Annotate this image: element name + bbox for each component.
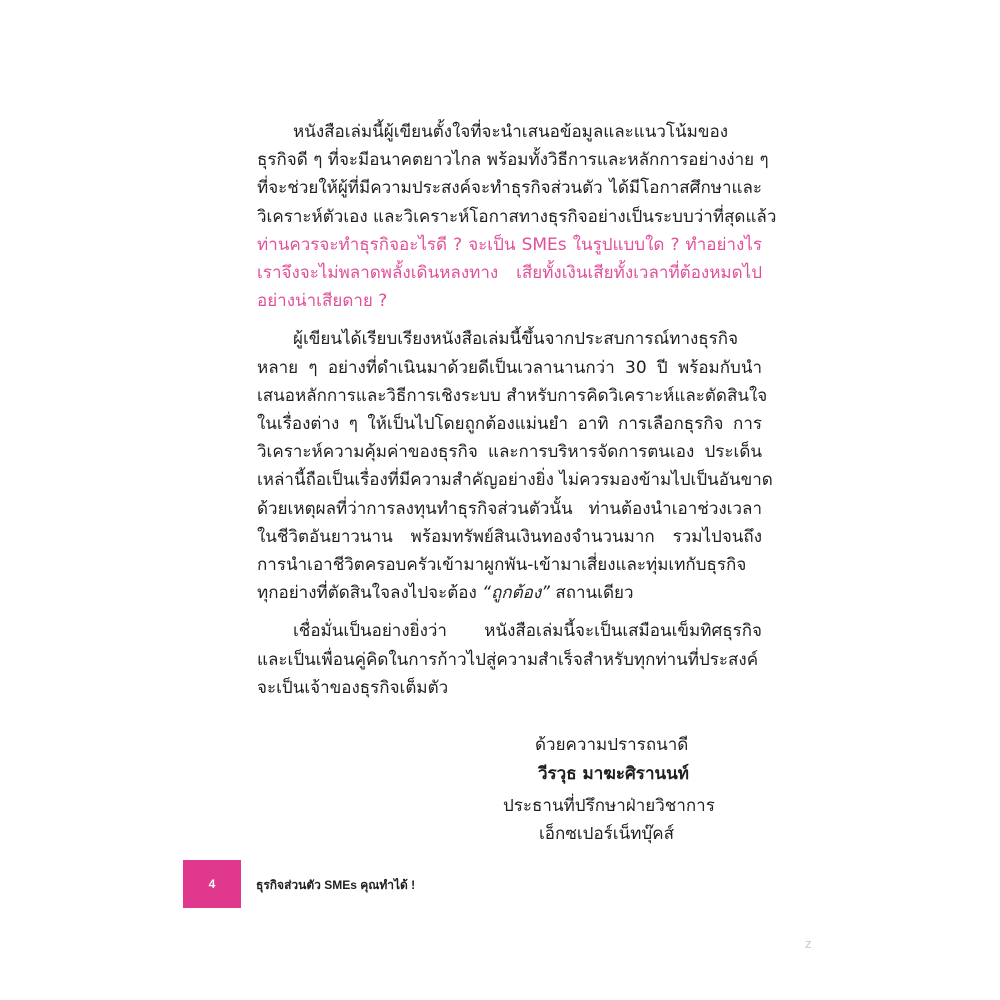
paragraph2-line: เหล่านี้ถือเป็นเรื่องที่มีความสำคัญอย่างยิ่ง ไม่ควรมองข้ามไปเป็นอันขาด [257,470,773,491]
paragraph3-line: เชื่อมั่นเป็นอย่างยิ่งว่า หนังสือเล่มนี้จะเป็นเสมือนเข็มทิศธุรกิจ [293,621,762,642]
author-organization: เอ็กซเปอร์เน็ทบุ๊คส์ [539,824,674,844]
paragraph-spacer [257,315,762,325]
last-line-after: สถานเดียว [549,583,634,604]
paragraph1-line: ที่จะช่วยให้ผู้ที่มีความประสงค์จะทำธุรกิจส่วนตัว ได้มีโอกาสศึกษาและ [257,178,762,199]
paragraph2-line: เสนอหลักการและวิธีการเชิงระบบ สำหรับการคิดวิเคราะห์และตัดสินใจ [257,385,768,406]
page-number: 4 [208,877,216,891]
last-line-before: ทุกอย่างที่ตัดสินใจลงไปจะต้อง [257,583,483,604]
corner-mark: z [805,936,812,951]
paragraph2-last-line [257,579,762,607]
page-number-block [183,860,241,908]
highlight-question-line: อย่างน่าเสียดาย ? [257,291,388,312]
paragraph2-line: ผู้เขียนได้เรียบเรียงหนังสือเล่มนี้ขึ้นจากประสบการณ์ทางธุรกิจ [293,329,739,350]
highlight-question-line: ท่านควรจะทำธุรกิจอะไรดี ? จะเป็น SMEs ในรูปแบบใด ? ทำอย่างไร [257,234,762,255]
paragraph3-line: และเป็นเพื่อนคู่คิดในการก้าวไปสู่ความสำเร็จสำหรับทุกท่านที่ประสงค์ [257,649,759,670]
paragraph2-line: การนำเอาชีวิตครอบครัวเข้ามาผูกพัน-เข้ามาเสี่ยงและทุ่มเทกับธุรกิจ [257,555,747,576]
paragraph2-line: ในเรื่องต่าง ๆ ให้เป็นไปโดยถูกต้องแม่นยำ อาทิ การเลือกธุรกิจ การ [257,414,762,435]
author-name: วีรวุธ มาฆะศิรานนท์ [538,764,689,784]
paragraph1-line: หนังสือเล่มนี้ผู้เขียนตั้งใจที่จะนำเสนอข้อมูลและแนวโน้มของ [293,122,729,142]
paragraph3-line: จะเป็นเจ้าของธุรกิจเต็มตัว [257,677,449,698]
paragraph1-line: วิเคราะห์ตัวเอง และวิเคราะห์โอกาสทางธุรกิจอย่างเป็นระบบว่าที่สุดแล้ว [257,206,777,227]
paragraph2-line: หลาย ๆ อย่างที่ดำเนินมาด้วยดีเป็นเวลานานกว่า 30 ปี พร้อมกับนำ [257,357,762,378]
closing-salutation: ด้วยความปรารถนาดี [535,735,689,755]
preface-body [257,118,777,702]
running-footer-title: ธุรกิจส่วนตัว SMEs คุณทำได้ ! [256,878,416,892]
paragraph2-line: ในชีวิตอันยาวนาน พร้อมทรัพย์สินเงินทองจำนวนมาก รวมไปจนถึง [257,526,762,547]
paragraph-spacer [257,607,762,617]
paragraph1-line: ธุรกิจดี ๆ ที่จะมีอนาคตยาวไกล พร้อมทั้งวิธีการและหลักการอย่างง่าย ๆ [257,150,769,171]
author-position: ประธานที่ปรึกษาฝ่ายวิชาการ [503,796,715,816]
highlight-question-line: เราจึงจะไม่พลาดพลั้งเดินหลงทาง เสียทั้งเงินเสียทั้งเวลาที่ต้องหมดไป [257,263,762,284]
emphasis-correct: “ถูกต้อง” [482,583,550,604]
paragraph2-line: ด้วยเหตุผลที่ว่าการลงทุนทำธุรกิจส่วนตัวนั้น ท่านต้องนำเอาช่วงเวลา [257,498,762,519]
paragraph2-line: วิเคราะห์ความคุ้มค่าของธุรกิจ และการบริหารจัดการตนเอง ประเด็น [257,442,762,463]
